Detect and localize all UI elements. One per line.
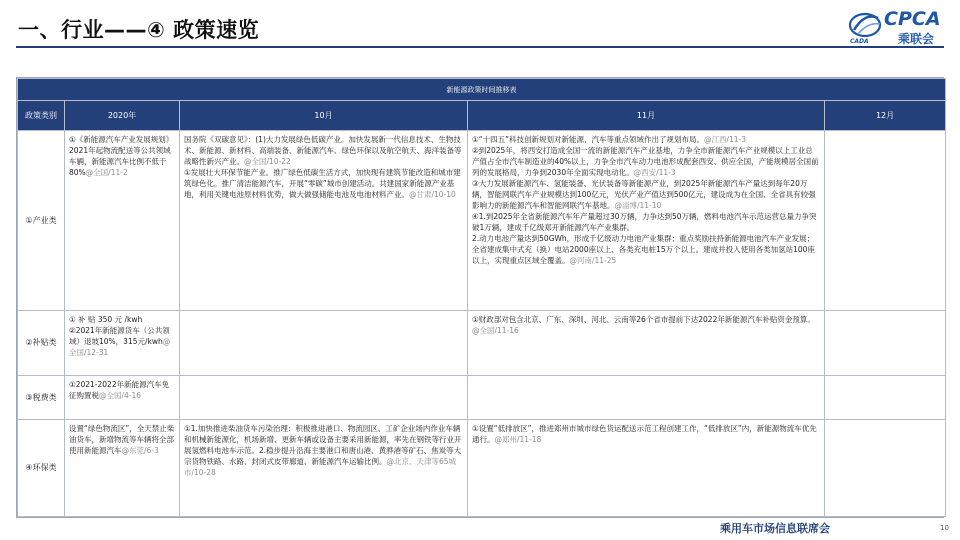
table-row [18,375,946,419]
policy-source: @江西/11-3 [704,135,747,144]
policy-item [184,167,463,200]
policy-item [472,423,820,445]
policy-source: @全国/11-2 [85,168,128,177]
policy-source: @全国/12-31 [69,336,171,357]
policy-cell [825,131,946,311]
policy-text: ②2021年新能源货车（公共领域）退坡10%，315元/kwh [69,325,170,346]
policy-text: ①“十四五”科技创新规划对新能源、汽车等重点领域作出了规划布局。 [472,135,704,144]
policy-item [69,134,175,178]
policy-text: ②到2025年，将西安打造成全国一流的新能源汽车产业基地，力争全市新能源汽车产业规模以上工业总产值占全市汽车制造业的40%以上，力争全市汽车动力电池形成配套西安、供应全国，产能规模居全国前列的发展格局，力争到2030年全面实现电动化。 [472,146,819,177]
table-row [18,419,946,516]
column-header: 10月 [180,101,468,131]
policy-item [69,423,175,456]
policy-text: ①财政部对包含北京、广东、深圳、河北、云南等26个省市提前下达2022年新能源汽车补贴资金预算。 [472,314,815,324]
policy-item [472,211,820,233]
policy-item [69,379,175,401]
policy-source: @西安/11-3 [633,168,676,177]
policy-cell [180,419,468,516]
policy-source: @北京、天津等65城市/10-28 [184,456,457,477]
policy-text: ① 补 贴 350 元 /kwh [69,314,143,324]
policy-source: @全国/10-22 [244,157,291,166]
column-header: 政策类别 [18,101,65,131]
policy-item [184,423,463,478]
page-number: 10 [940,524,949,532]
policy-item [472,134,820,145]
policy-text: 2.动力电池产量达到50GWh，形成千亿级动力电池产业集群；重点奖励扶持新能源电池汽车产业发展；全省建成集中式充（换）电站2000座以上、各类充电桩15万个以上。建成并投入使用各类加氢站100座以上，实现重点区域全覆盖。 [472,234,815,265]
logo-ring-icon [848,10,882,40]
policy-cell [468,419,825,516]
footer-organization: 乘用车市场信息联席会 [720,522,830,535]
policy-category: ②补贴类 [18,310,65,375]
policy-text: ④1.到2025年全省新能源汽车年产量超过30万辆，力争达到50万辆，燃料电池汽车示范运营总量力争突破1万辆，建成千亿级郑开新能源汽车产业集群。 [472,212,817,232]
policy-text: ①设置“低排放区”，推进郑州市城市绿色货运配送示范工程创建工作，“低排放区”内，新能源物流车优先通行。 [472,423,817,444]
policy-category: ①产业类 [18,131,65,311]
policy-category: ④环保类 [18,419,65,516]
policy-text: ①2021-2022年新能源汽车免征购置税 [69,379,170,400]
column-header: 12月 [825,101,946,131]
policy-text: 国务院《双碳意见》：(1)大力发展绿色低碳产业。加快发展新一代信息技术、生物技术、新能源、新材料、高端装备、新能源汽车、绿色环保以及航空航天、海洋装备等战略性新兴产业。 [184,135,462,166]
policy-item [69,325,175,358]
policy-text: 设置“绿色物流区”，全天禁止柴油货车，新增物流等车辆将全部使用新能源汽车 [69,423,175,455]
policy-text: ①1.加快推进柴油货车污染治理：积极推进港口、物流园区、工矿企业场内作业车辆和机械新能源化，机场新增、更新车辆或设备主要采用新能源，率先在钢铁等行业开展氢燃料电池车示范。2.稳步提升沿海主要港口和唐山港、黄骅港等矿石、焦炭等大宗货物铁路、水路、封闭式皮带廊道、新能源汽车运输比例。 [184,423,462,466]
table-row [18,131,946,311]
page-title: 一、行业——④ 政策速览 [18,18,260,42]
policy-source: @全国/4-16 [99,390,142,400]
policy-cell [825,375,946,419]
policy-source: @淄博/11-10 [614,201,662,210]
table-body [18,131,946,517]
policy-text: ③大力发展新能源汽车、氢能装备、光伏装备等新能源产业，到2025年新能源汽车产量达到每年20万辆，智能网联汽车产业规模达到100亿元，光伏产业产值达到500亿元，建设成为在全国、全省具有较强影响力的新能源汽车和智能网联汽车基地。 [472,179,816,210]
table-row [18,310,946,375]
policy-text: ①发展壮大环保节能产业。推广绿色低碳生活方式，加快现有建筑节能改造和城市建筑绿色化。推广清洁能源汽车，开展“零碳”城市创建活动。共建国家新能源产业基地，利用关键电池原材料优势，做大做强储能电池及电池材料产业。 [184,168,461,199]
policy-cell [65,131,180,311]
policy-cell [468,375,825,419]
policy-category: ③税费类 [18,375,65,419]
column-header-row [18,101,946,131]
policy-item [472,314,820,336]
policy-cell [65,375,180,419]
policy-source: @甘肃/10-10 [409,190,456,199]
policy-cell [180,131,468,311]
logo-sub-text: CADA [850,38,869,45]
policy-cell [65,419,180,516]
cpca-logo [846,8,950,46]
logo-chinese-text: 乘联会 [898,32,935,46]
policy-item [472,178,820,211]
policy-text: ①《新能源汽车产业发展规划》2021年起物流配送等公共领域车辆，新能源汽车比例不低于80% [69,135,174,177]
column-header: 2020年 [65,101,180,131]
policy-source: @全国/11-16 [472,325,519,335]
table-title: 新能源政策时间推移表 [18,79,946,101]
policy-item [69,314,175,325]
column-header: 11月 [468,101,825,131]
policy-cell [65,310,180,375]
policy-source: @郑州/11-18 [494,434,542,444]
policy-cell [825,310,946,375]
policy-cell [468,131,825,311]
policy-item [184,134,463,167]
policy-item [472,233,820,266]
policy-cell [180,310,468,375]
logo-latin-text: CPCA [884,8,941,30]
policy-item [472,145,820,178]
policy-cell [468,310,825,375]
policy-source: @东莞/6-3 [121,445,159,455]
policy-timeline-table [16,77,944,518]
policy-source: @河南/11-25 [569,256,617,265]
policy-cell [180,375,468,419]
title-divider [16,46,944,48]
policy-cell [825,419,946,516]
